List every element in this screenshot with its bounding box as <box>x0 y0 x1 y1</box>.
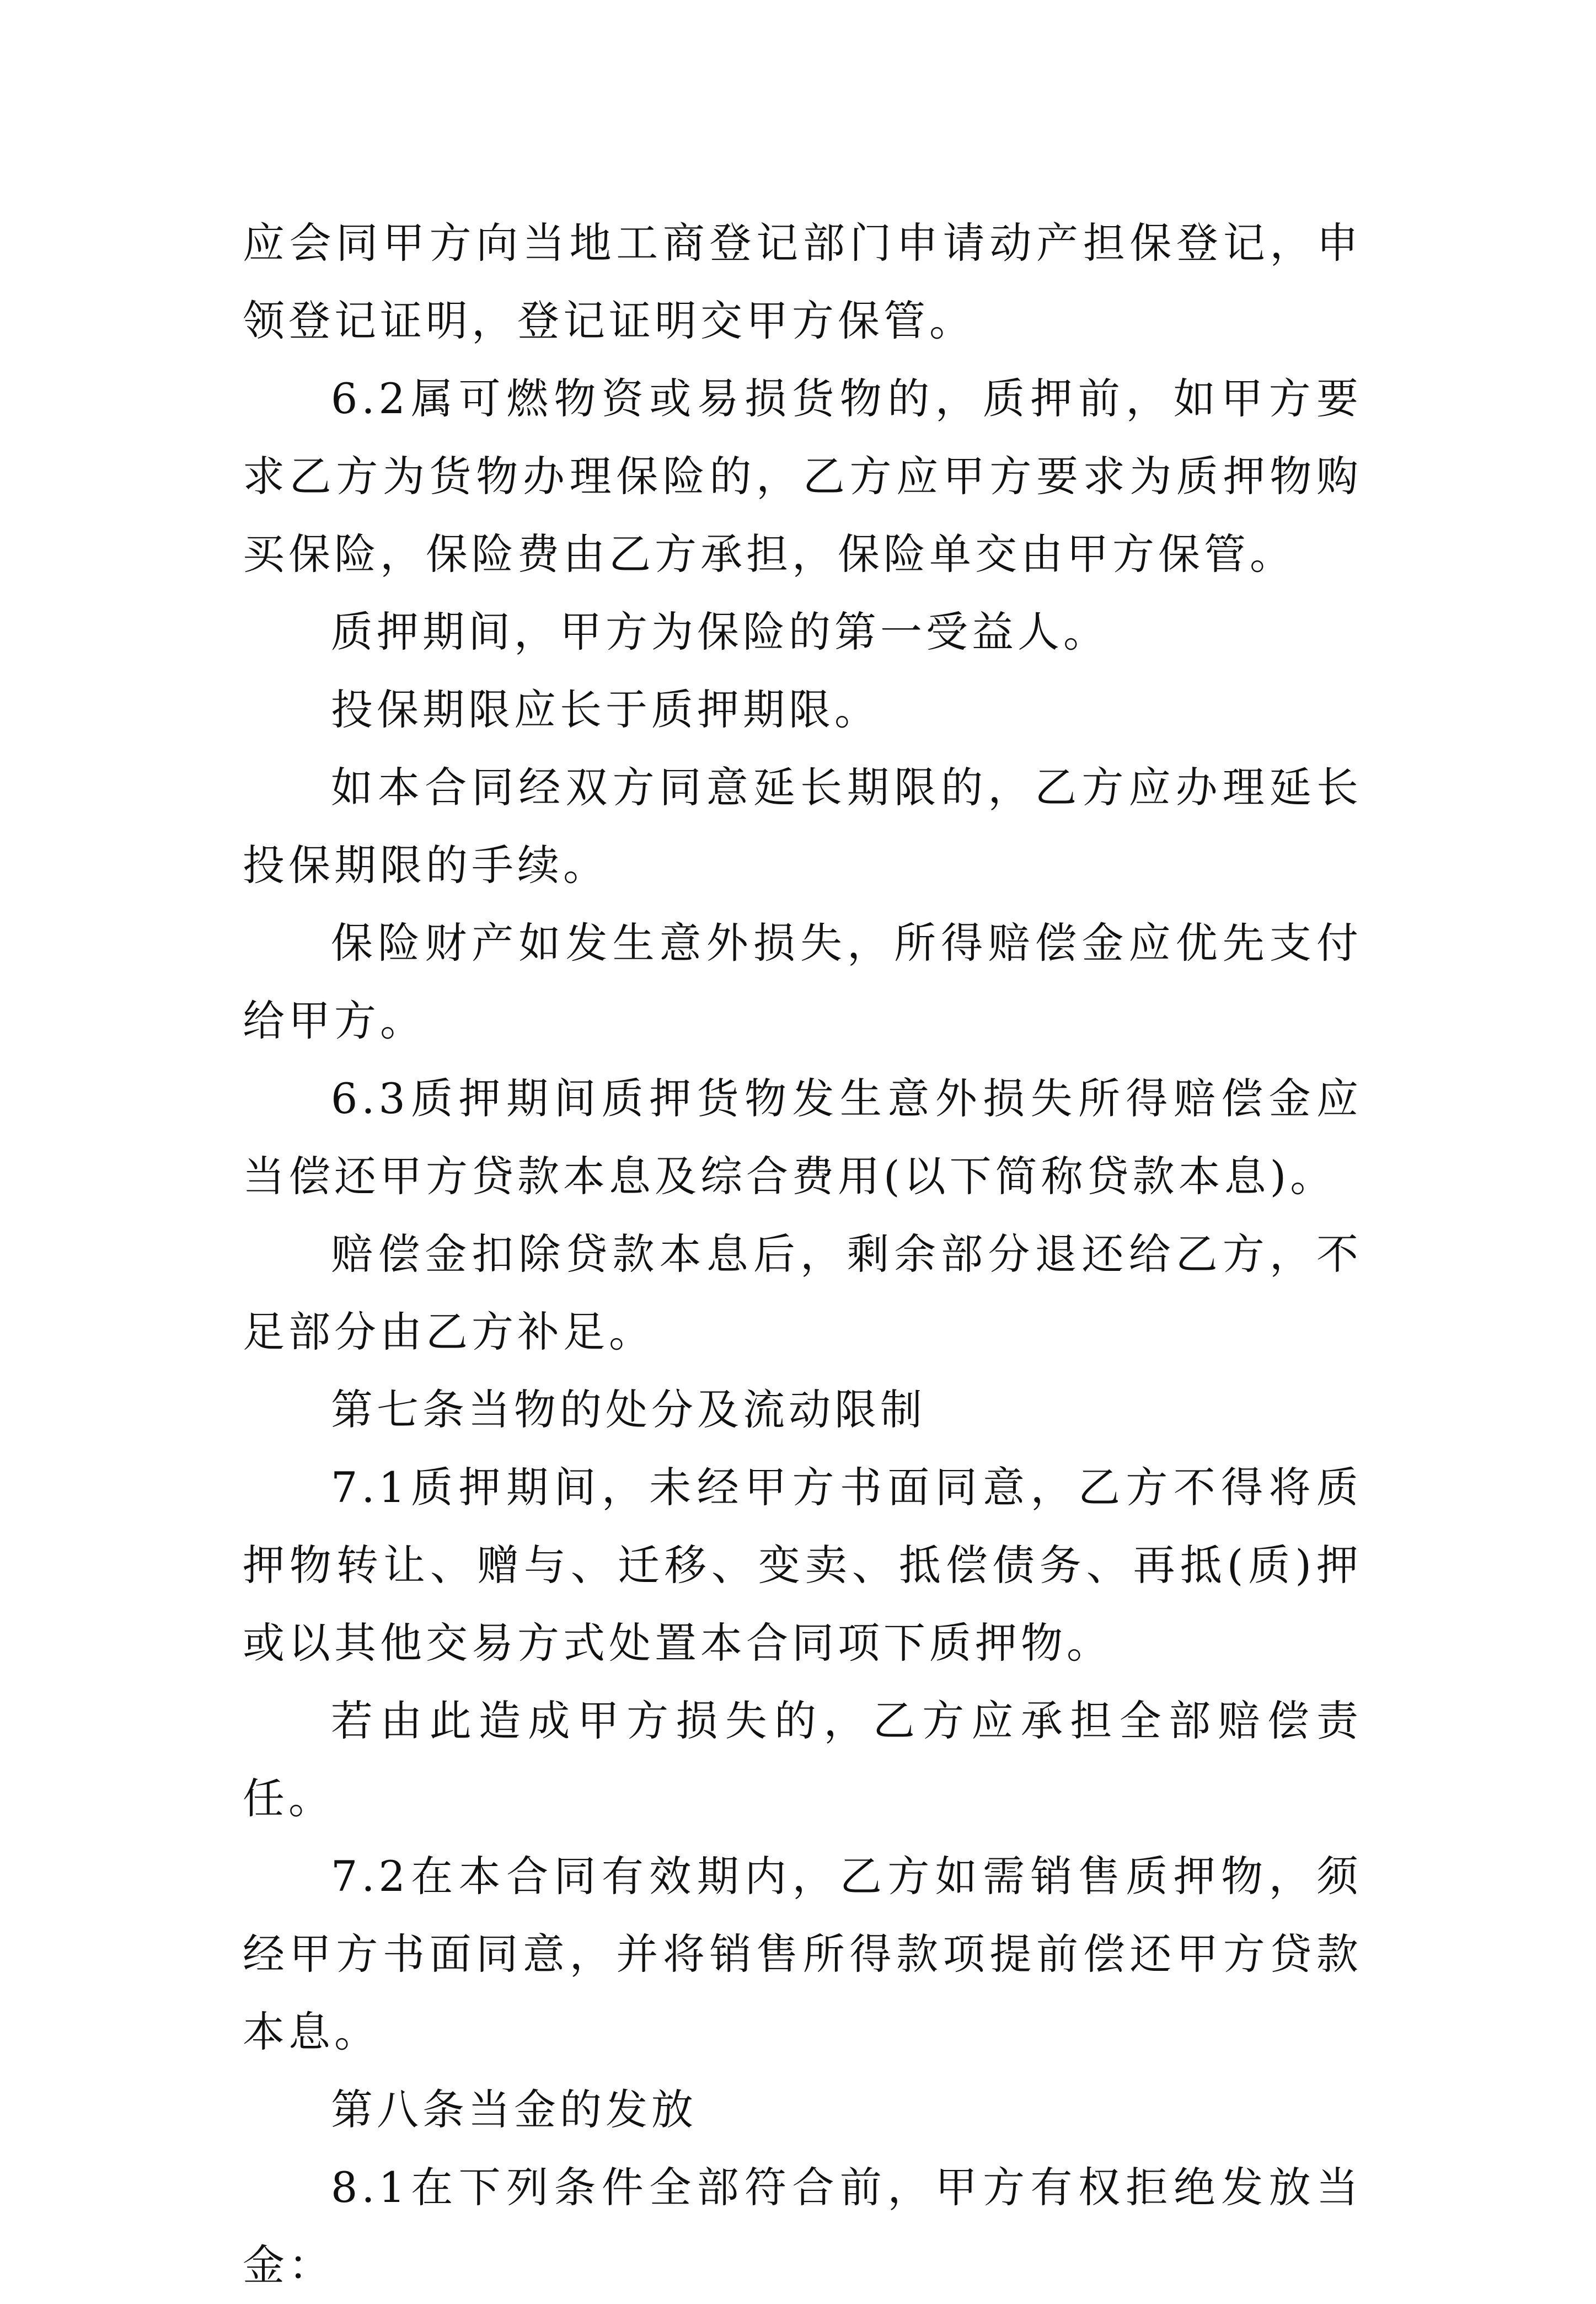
paragraph-8-1: 8.1在下列条件全部符合前，甲方有权拒绝发放当金： <box>243 2163 1362 2290</box>
paragraph-extension: 如本合同经双方同意延长期限的，乙方应办理延长投保期限的手续。 <box>243 763 1362 890</box>
document-body <box>243 204 1362 2304</box>
paragraph-6-3: 6.3质押期间质押货物发生意外损失所得赔偿金应当偿还甲方贷款本息及综合费用(以下简称贷款本息)。 <box>243 1074 1362 1201</box>
paragraph-remaining-compensation: 赔偿金扣除贷款本息后，剩余部分退还给乙方，不足部分由乙方补足。 <box>243 1229 1362 1356</box>
paragraph-insurance-period: 投保期限应长于质押期限。 <box>331 685 880 734</box>
paragraph-6-2: 6.2属可燃物资或易损货物的，质押前，如甲方要求乙方为货物办理保险的，乙方应甲方要求为质押物购买保险，保险费由乙方承担，保险单交由甲方保管。 <box>243 374 1362 579</box>
article-8-heading: 第八条当金的发放 <box>331 2085 697 2134</box>
paragraph-compensation-priority: 保险财产如发生意外损失，所得赔偿金应优先支付给甲方。 <box>243 918 1362 1045</box>
article-7-heading: 第七条当物的处分及流动限制 <box>331 1385 926 1434</box>
paragraph-liability: 若由此造成甲方损失的，乙方应承担全部赔偿责任。 <box>243 1696 1362 1823</box>
paragraph-7-1: 7.1质押期间，未经甲方书面同意，乙方不得将质押物转让、赠与、迁移、变卖、抵偿债务、再抵(质)押或以其他交易方式处置本合同项下质押物。 <box>243 1463 1362 1667</box>
paragraph-registration: 应会同甲方向当地工商登记部门申请动产担保登记，申领登记证明，登记证明交甲方保管。 <box>243 218 1362 345</box>
paragraph-7-2: 7.2在本合同有效期内，乙方如需销售质押物，须经甲方书面同意，并将销售所得款项提前偿还甲方贷款本息。 <box>243 1852 1362 2056</box>
paragraph-beneficiary: 质押期间，甲方为保险的第一受益人。 <box>331 607 1109 656</box>
